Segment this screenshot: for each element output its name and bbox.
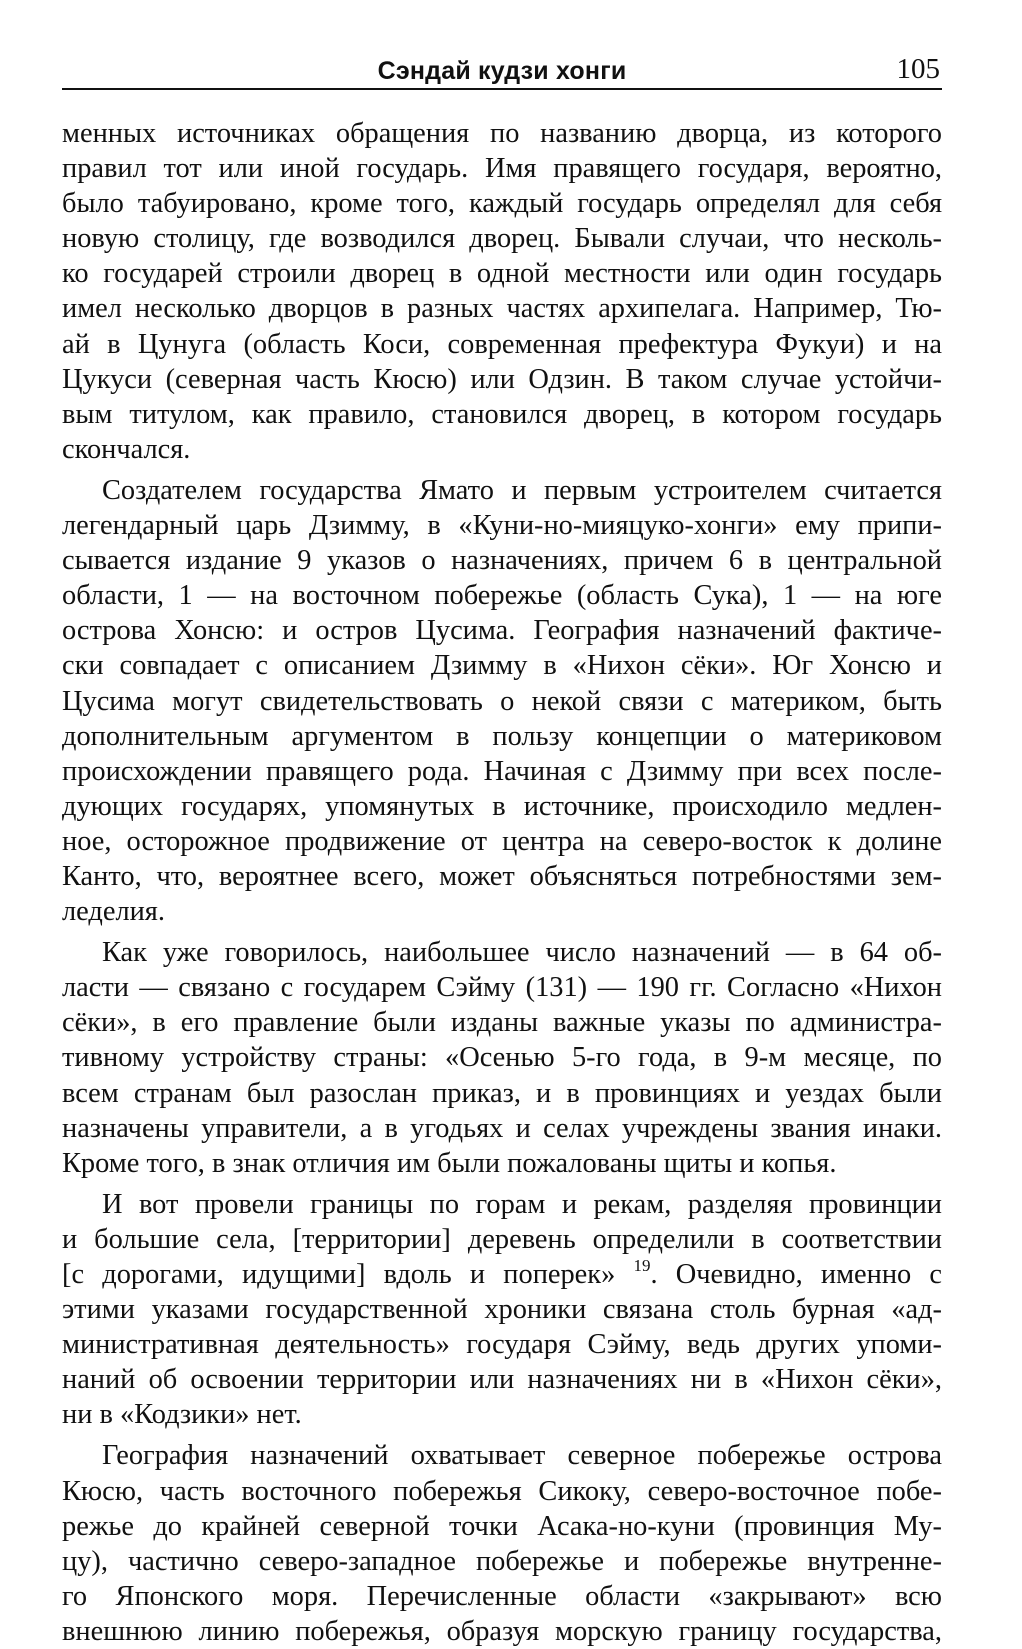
text-line: География назначений охватывает северное побережье острова <box>102 1440 942 1472</box>
text-line: Цусима могут свидетельствовать о некой связи с материком, быть <box>62 685 942 717</box>
text-line: новую столицу, где возводился дворец. Бывали случаи, что несколь- <box>62 223 942 255</box>
text-line: министративная деятельность» государя Сэйму, ведь других упоми- <box>62 1329 942 1361</box>
text-line: было табуировано, кроме того, каждый государь определял для себя <box>62 188 942 220</box>
text-line: внешнюю линию побережья, образуя морскую границу государства, <box>62 1615 942 1647</box>
paragraph <box>62 1438 942 1649</box>
text-line: правил тот или иной государь. Имя правящего государя, вероятно, <box>62 153 942 185</box>
text-line: тивному устройству страны: «Осенью 5-го года, в 9-м месяце, по <box>62 1042 942 1074</box>
text-line: дополнительным аргументом в пользу концепции о материковом <box>62 720 942 752</box>
text-line: дующих государях, упомянутых в источнике, происходило медлен- <box>62 790 942 822</box>
text-line: менных источниках обращения по названию дворца, из которого <box>62 118 942 149</box>
text-line: Кюсю, часть восточного побережья Сикоку, северо-восточное побе- <box>62 1475 942 1507</box>
text-line: наний об освоении территории или назначениях ни в «Нихон сёки», <box>62 1364 942 1396</box>
text-line: И вот провели границы по горам и рекам, разделяя провинции <box>102 1188 942 1220</box>
text-line: сёки», в его правление были изданы важные указы по администра- <box>62 1007 942 1039</box>
text-line: острова Хонсю: и остров Цусима. География назначений фактиче- <box>62 615 942 647</box>
paragraph <box>62 1187 942 1433</box>
text-line: цу), частично северо-западное побережье и побережье внутренне- <box>62 1545 942 1577</box>
text-line: сывается издание 9 указов о назначениях, причем 6 в центральной <box>62 545 942 577</box>
footnote-marker[interactable]: 19 <box>633 1256 651 1275</box>
text-line: ай в Цунуга (область Коси, современная префектура Фукуи) и на <box>62 328 942 360</box>
text-line: вым титулом, как правило, становился дворец, в котором государь <box>62 398 942 430</box>
text-line: происхождении правящего рода. Начиная с Дзимму при всех после- <box>62 755 942 787</box>
text-line: леделия. <box>62 896 165 928</box>
paragraph <box>62 473 942 929</box>
text-line: ни в «Кодзики» нет. <box>62 1399 302 1431</box>
paragraph <box>62 935 942 1181</box>
running-header <box>62 52 942 92</box>
body-text <box>62 116 942 1649</box>
page-number: 105 <box>896 53 940 85</box>
text-segment: . Очевидно, именно с <box>650 1259 943 1290</box>
text-line: Создателем государства Ямато и первым устроителем считается <box>102 474 942 506</box>
text-line: ски совпадает с описанием Дзимму в «Нихон сёки». Юг Хонсю и <box>62 650 942 682</box>
paragraph <box>62 116 942 467</box>
header-rule <box>62 88 942 90</box>
text-line: имел несколько дворцов в разных частях архипелага. Например, Тю- <box>62 293 942 325</box>
text-line: ное, осторожное продвижение от центра на северо-восток к долине <box>62 825 942 857</box>
text-line: Канто, что, вероятнее всего, может объясняться потребностями зем- <box>62 860 942 892</box>
text-line: режье до крайней северной точки Асака-но-куни (провинция Му- <box>62 1510 942 1542</box>
text-line: ко государей строили дворец в одной местности или один государь <box>62 258 942 290</box>
text-line: ласти — связано с государем Сэйму (131) — 190 гг. Согласно «Нихон <box>62 972 942 1004</box>
running-title: Сэндай кудзи хонги <box>377 57 627 85</box>
text-line: го Японского моря. Перечисленные области «закрывают» всю <box>62 1580 942 1612</box>
text-line: легендарный царь Дзимму, в «Куни-но-мияцуко-хонги» ему припи- <box>62 510 942 542</box>
text-line: области, 1 — на восточном побережье (область Сука), 1 — на юге <box>62 580 942 612</box>
text-segment: [с дорогами, идущими] вдоль и поперек» <box>62 1259 616 1290</box>
text-line-with-footnote <box>62 1257 942 1292</box>
text-line: Как уже говорилось, наибольшее число назначений — в 64 об- <box>102 937 942 969</box>
text-line: Кроме того, в знак отличия им были пожалованы щиты и копья. <box>62 1147 837 1179</box>
text-line: и большие села, [территории] деревень определили в соответствии <box>62 1223 942 1255</box>
text-line: Цукуси (северная часть Кюсю) или Одзин. В таком случае устойчи- <box>62 363 942 395</box>
text-line: всем странам был разослан приказ, и в провинциях и уездах были <box>62 1077 942 1109</box>
text-line: скончался. <box>62 433 191 465</box>
text-line: назначены управители, а в угодьях и селах учреждены звания инаки. <box>62 1112 942 1144</box>
text-line: этими указами государственной хроники связана столь бурная «ад- <box>62 1294 942 1326</box>
